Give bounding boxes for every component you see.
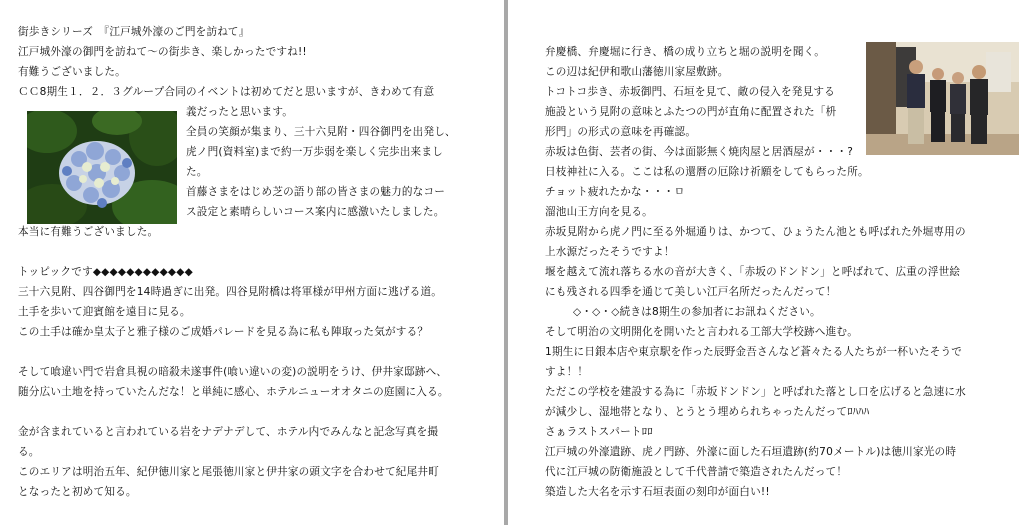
text-line: このエリアは明治五年、紀伊徳川家と尾張徳川家と伊井家の頭文字を合わせて紀尾井町 (18, 466, 439, 478)
text-line: そして喰違い門で岩倉具視の暗殺未遂事件(喰い違いの変)の説明をうけ、伊井家邸跡へ、 (18, 366, 448, 378)
text-line: さぁラストスパートﾛﾛ (545, 426, 653, 438)
text-line: 本当に有難うございました。 (18, 226, 159, 238)
text-line: 弁慶橋、弁慶堀に行き、橋の成り立ちと堀の説明を聞く。 (545, 46, 825, 58)
text-line: 上水源だったそうですよ！ (545, 246, 675, 258)
text-line: 築造した大名を示す石垣表面の刻印が面白い!! (545, 486, 770, 498)
text-line: この土手は確か皇太子と雅子様のご成婚パレードを見る為に私も陣取った気がする？ (18, 326, 429, 338)
text-line: トコトコ歩き、赤坂御門、石垣を見て、敵の侵入を発見する (545, 86, 835, 98)
text-line: 土手を歩いて迎賓館を遠目に見る。 (18, 306, 191, 318)
text-line: 有難うございました。 (18, 66, 126, 78)
text-line: チョット疲れたかな・・・ㅁ (545, 186, 685, 198)
text-line: 首藤さまをはじめ芝の語り部の皆さまの魅力的なコー (186, 186, 446, 198)
text-line: 溜池山王方向を見る。 (545, 206, 653, 218)
text-line: 金が含まれていると言われている岩をナデナデして、ホテル内でみんなと記念写真を撮 (18, 426, 439, 438)
text-line: この辺は紀伊和歌山藩徳川家屋敷跡。 (545, 66, 729, 78)
text-line: 赤坂見附から虎ノ門に至る外堀通りは、かつて、ひょうたん池とも呼ばれた外堀専用の (545, 226, 966, 238)
text-line: が減少し、湿地帯となり、とうとう埋められちゃったんだってﾛﾊﾊﾊ (545, 406, 870, 418)
group-photo (866, 42, 1019, 155)
text-line: ただこの学校を建設する為に「赤坂ドンドン」と呼ばれた落とし口を広げると急速に水 (545, 386, 966, 398)
text-line: にも残される四季を通じて美しい江戸名所だったんだって！ (545, 286, 837, 298)
left-document-page (0, 0, 500, 525)
text-line: 江戸城外濠の御門を訪ねて～の街歩き、楽しかったですね!! (18, 46, 307, 58)
text-line: ス設定と素晴らしいコース案内に感激いたしました。 (186, 206, 445, 218)
text-line: 三十六見附、四谷御門を14時過ぎに出発。四谷見附橋は将軍様が甲州方面に逃げる道。 (18, 286, 443, 298)
text-line: 江戸城の外濠遺跡、虎ノ門跡、外濠に面した石垣遺跡(約70メートル)は徳川家光の時 (545, 446, 957, 458)
text-line: となったと初めて知る。 (18, 486, 137, 498)
document-title: 街歩きシリーズ 『江戸城外濠のご門を訪ねて』 (18, 26, 250, 38)
text-line: 義だったと思います。 (186, 106, 294, 118)
text-line: 形門」の形式の意味を再確認。 (545, 126, 697, 138)
hydrangea-photo (27, 111, 177, 224)
text-line: ＣＣ8期生１．２．３グループ合同のイベントは初めてだと思いますが、きわめて有意 (18, 86, 435, 98)
page-divider (500, 0, 512, 525)
text-line: る。 (18, 446, 40, 458)
text-line: 施設という見附の意味とふたつの門が直角に配置された「枡 (545, 106, 837, 118)
text-line: 1期生に日銀本店や東京駅を作った辰野金吾さんなど蒼々たる人たちが一杯いたそうで (545, 346, 963, 358)
text-line: 随分広い土地を持っていたんだな！と単純に感心、ホテルニューオオタニの庭園に入る。 (18, 386, 449, 398)
text-line: 赤坂は色街、芸者の街、今は面影無く焼肉屋と居酒屋が・・・? (545, 146, 854, 158)
text-line: 日枝神社に入る。ここは私の還暦の厄除け祈願をしてもらった所。 (545, 166, 869, 178)
text-line: そして明治の文明開化を開いたと言われる工部大学校跡へ進む。 (545, 326, 859, 338)
text-line: た。 (186, 166, 208, 178)
topic-heading: トッピックです◆◆◆◆◆◆◆◆◆◆◆◆ (18, 266, 193, 278)
text-line: 堰を越えて流れ落ちる水の音が大きく、「赤坂のドンドン」と呼ばれて、広重の浮世絵 (545, 266, 961, 278)
text-line: 虎ノ門(資料室)まで約一万歩弱を楽しく完歩出来まし (186, 146, 443, 158)
text-line: 代に江戸城の防衛施設として千代普請で築造されたんだって！ (545, 466, 848, 478)
text-line: ◇・◇・◇続きは8期生の参加者にお訊ねください。 (573, 306, 821, 318)
text-line: すよ！！ (545, 366, 589, 378)
text-line: 全員の笑顔が集まり、三十六見附・四谷御門を出発し、 (186, 126, 456, 138)
